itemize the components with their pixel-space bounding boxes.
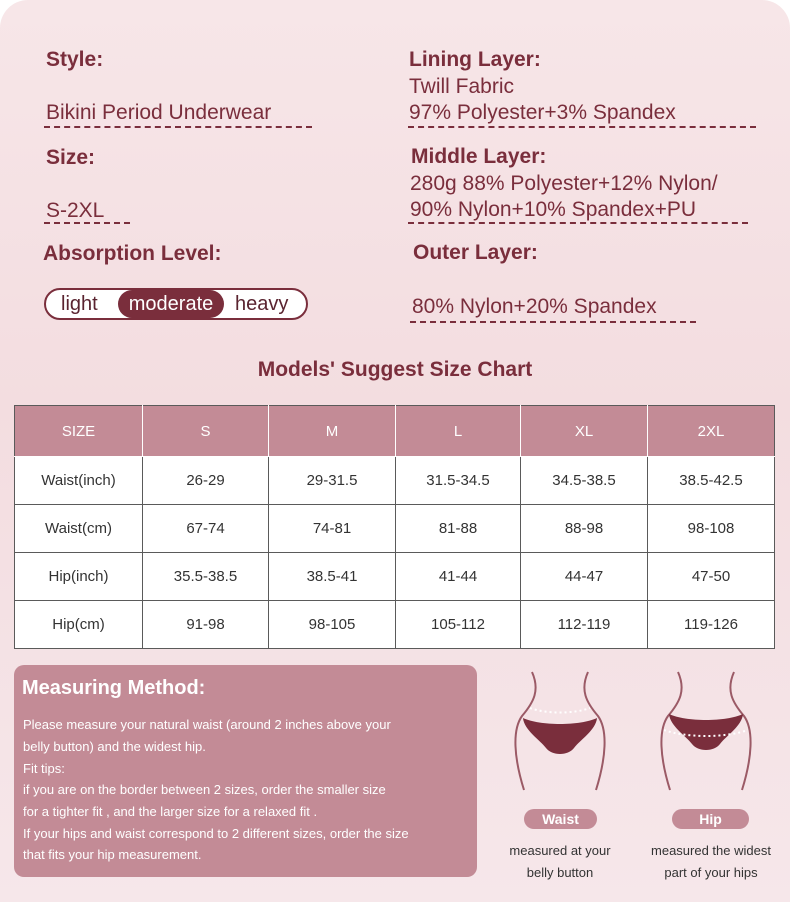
measuring-line: If your hips and waist correspond to 2 different sizes, order the size xyxy=(23,826,409,841)
waist-figure-illustration xyxy=(510,668,610,794)
header-xl: XL xyxy=(521,406,648,457)
size-label: Size: xyxy=(46,146,96,169)
table-row xyxy=(15,553,775,601)
outer-label: Outer Layer: xyxy=(413,241,538,264)
measuring-line: for a tighter fit , and the larger size for a relaxed fit . xyxy=(23,804,318,819)
style-value: Bikini Period Underwear xyxy=(46,101,272,124)
style-label: Style: xyxy=(46,48,104,71)
header-m: M xyxy=(269,406,396,457)
measuring-line: Fit tips: xyxy=(23,761,65,776)
header-2xl: 2XL xyxy=(648,406,775,457)
table-cell: 29-31.5 xyxy=(269,457,396,505)
table-cell: 38.5-41 xyxy=(269,553,396,601)
table-cell: 91-98 xyxy=(143,601,269,649)
table-cell: 98-108 xyxy=(648,505,775,553)
size-chart-title: Models' Suggest Size Chart xyxy=(257,358,533,381)
table-cell: 26-29 xyxy=(143,457,269,505)
header-size: SIZE xyxy=(15,406,143,457)
middle-underline xyxy=(408,222,748,224)
waist-caption-line2: belly button xyxy=(526,865,594,880)
outer-value: 80% Nylon+20% Spandex xyxy=(412,295,657,318)
absorption-label: Absorption Level: xyxy=(43,242,222,265)
hip-figure-illustration xyxy=(656,668,756,794)
table-cell: 88-98 xyxy=(521,505,648,553)
measuring-line: if you are on the border between 2 sizes, order the smaller size xyxy=(23,782,386,797)
table-cell: 74-81 xyxy=(269,505,396,553)
table-row xyxy=(15,601,775,649)
table-cell: 112-119 xyxy=(521,601,648,649)
hip-caption-line1: measured the widest xyxy=(651,843,771,858)
table-cell: 35.5-38.5 xyxy=(143,553,269,601)
style-underline xyxy=(44,126,312,128)
waist-label-pill: Waist xyxy=(524,809,597,829)
table-cell: 119-126 xyxy=(648,601,775,649)
row-label: Hip(inch) xyxy=(15,553,143,601)
waist-caption-line1: measured at your xyxy=(509,843,611,858)
middle-line1: 280g 88% Polyester+12% Nylon/ xyxy=(410,172,718,195)
table-cell: 98-105 xyxy=(269,601,396,649)
lining-underline xyxy=(408,126,756,128)
table-cell: 67-74 xyxy=(143,505,269,553)
middle-line2: 90% Nylon+10% Spandex+PU xyxy=(410,198,697,221)
row-label: Waist(cm) xyxy=(15,505,143,553)
size-chart-header-row xyxy=(15,406,775,457)
table-row xyxy=(15,505,775,553)
hip-label-pill: Hip xyxy=(672,809,749,829)
size-underline xyxy=(44,222,130,224)
table-cell: 105-112 xyxy=(396,601,521,649)
size-chart-table xyxy=(14,405,775,649)
measuring-method-title: Measuring Method: xyxy=(22,677,206,699)
table-cell: 44-47 xyxy=(521,553,648,601)
header-l: L xyxy=(396,406,521,457)
measuring-line: that fits your hip measurement. xyxy=(23,847,202,862)
measuring-line: belly button) and the widest hip. xyxy=(23,739,206,754)
table-cell: 41-44 xyxy=(396,553,521,601)
lining-line2: 97% Polyester+3% Spandex xyxy=(409,101,676,124)
table-cell: 47-50 xyxy=(648,553,775,601)
header-s: S xyxy=(143,406,269,457)
outer-underline xyxy=(410,321,696,323)
absorption-option-moderate: moderate xyxy=(118,290,224,318)
row-label: Waist(inch) xyxy=(15,457,143,505)
size-value: S-2XL xyxy=(46,199,105,222)
table-row xyxy=(15,457,775,505)
table-cell: 31.5-34.5 xyxy=(396,457,521,505)
middle-label: Middle Layer: xyxy=(411,145,547,168)
row-label: Hip(cm) xyxy=(15,601,143,649)
measuring-line: Please measure your natural waist (around 2 inches above your xyxy=(23,717,391,732)
absorption-option-heavy: heavy xyxy=(235,293,289,315)
measuring-method-box xyxy=(14,665,477,877)
absorption-option-light: light xyxy=(61,293,98,315)
absorption-level-selector xyxy=(44,288,308,320)
lining-label: Lining Layer: xyxy=(409,48,541,71)
table-cell: 34.5-38.5 xyxy=(521,457,648,505)
lining-line1: Twill Fabric xyxy=(409,75,515,98)
table-cell: 81-88 xyxy=(396,505,521,553)
hip-caption-line2: part of your hips xyxy=(664,865,758,880)
table-cell: 38.5-42.5 xyxy=(648,457,775,505)
